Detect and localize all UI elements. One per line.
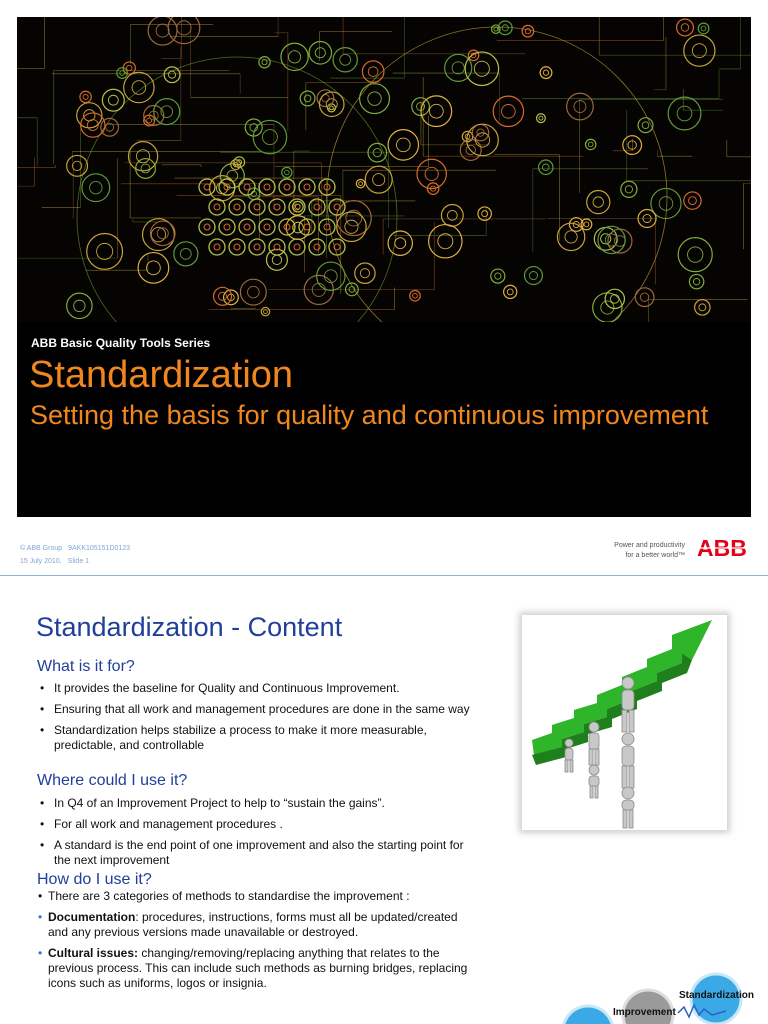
list-item: • Ensuring that all work and management procedures are done in the same way bbox=[38, 702, 478, 717]
tagline-line-1: Power and productivity bbox=[614, 542, 685, 549]
section-heading-purpose: What is it for? bbox=[37, 658, 135, 675]
usage-list bbox=[38, 796, 478, 874]
slide-subtitle: Setting the basis for quality and continuous improvement bbox=[30, 400, 709, 430]
footer-date: 15 July 2010, bbox=[20, 558, 62, 565]
hero-machinery-image bbox=[17, 17, 751, 322]
abb-logo bbox=[697, 536, 749, 560]
purpose-list bbox=[38, 681, 478, 759]
cycle-label-standardization: Standardization bbox=[679, 990, 755, 1001]
list-item: • There are 3 categories of methods to standardise the improvement : bbox=[38, 889, 478, 904]
copyright-text: © ABB Group bbox=[20, 545, 63, 552]
doc-id: 9AKK105151D0123 bbox=[68, 545, 131, 552]
list-item bbox=[38, 910, 478, 940]
rising-arrow-image bbox=[522, 615, 727, 830]
content-title: Standardization - Content bbox=[36, 612, 343, 642]
list-item: • In Q4 of an Improvement Project to help to “sustain the gains”. bbox=[38, 796, 478, 811]
item-text: : procedures, instructions, forms must all be updated/created and any previous versions made unavailable or destroyed. bbox=[48, 910, 458, 939]
cycle-label-improvement: Improvement bbox=[613, 1007, 676, 1018]
item-label: Cultural issues: bbox=[48, 946, 139, 960]
item-text: changing/removing/replacing anything that relates to the previous process. This can include such methods as burning bridges, replacing icons such as uniforms, logos or insignia. bbox=[48, 946, 468, 990]
series-label: ABB Basic Quality Tools Series bbox=[31, 336, 211, 350]
slide-title: Standardization bbox=[29, 354, 294, 396]
gear-diagram-graphic bbox=[17, 17, 751, 322]
green-arrow-illustration bbox=[522, 615, 727, 830]
slide-number: Slide 1 bbox=[67, 558, 90, 565]
list-item: • It provides the baseline for Quality and Continuous Improvement. bbox=[38, 681, 478, 696]
tagline-line-2: for a better world™ bbox=[625, 552, 685, 559]
section-heading-how: How do I use it? bbox=[37, 871, 152, 888]
section-heading-usage: Where could I use it? bbox=[37, 772, 188, 789]
slide-footer-info bbox=[20, 542, 136, 568]
item-label: Documentation bbox=[48, 910, 136, 924]
list-item: • For all work and management procedures . bbox=[38, 817, 478, 832]
title-slide bbox=[17, 17, 751, 517]
how-list bbox=[38, 889, 478, 997]
list-item: • Standardization helps stabilize a process to make it more measurable, predictable, and controllable bbox=[38, 723, 478, 753]
abb-tagline bbox=[614, 541, 685, 561]
list-item: • A standard is the end point of one improvement and also the starting point for the next improvement bbox=[38, 838, 478, 868]
abb-logo-text: ABB bbox=[697, 536, 747, 560]
list-item bbox=[38, 946, 478, 991]
